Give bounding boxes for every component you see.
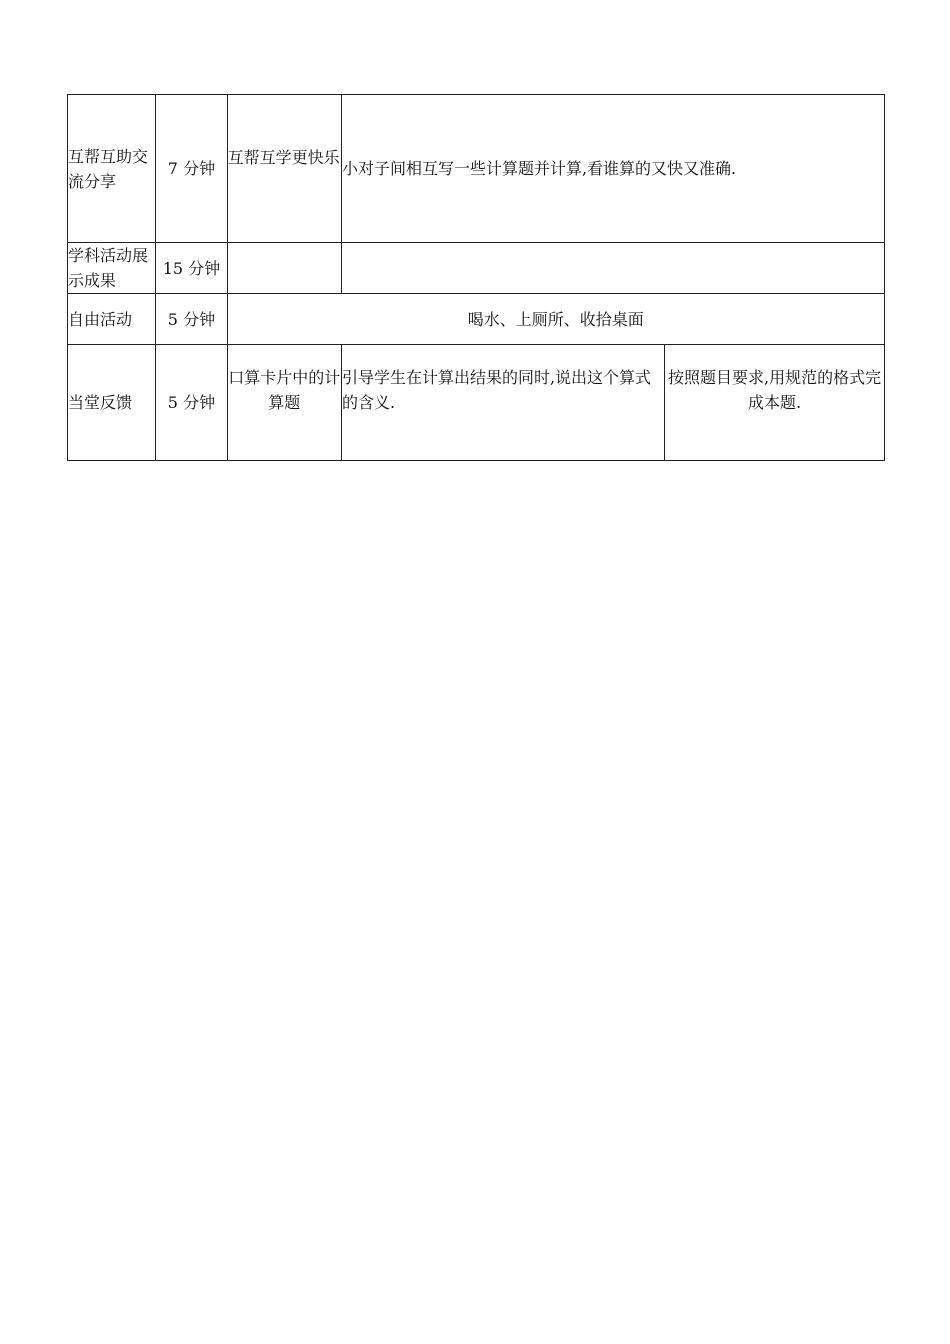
activity-content-cell: 喝水、上厕所、收拾桌面: [227, 294, 884, 345]
activity-title-cell: [227, 95, 341, 243]
time-cell: 5 分钟: [156, 345, 227, 461]
step-cell: 学科活动展示成果: [68, 243, 156, 294]
activity-content-cell: [341, 345, 664, 461]
activity-title-cell: [227, 345, 341, 461]
requirement-cell: [665, 345, 885, 461]
time-cell: 5 分钟: [156, 294, 227, 345]
table-row: [68, 345, 885, 461]
time-cell: 15 分钟: [156, 243, 227, 294]
activity-title-text: 互帮互学更快乐: [227, 148, 340, 167]
table-row: [68, 294, 885, 345]
activity-content-cell: [341, 243, 884, 294]
activity-title-cell: [227, 243, 341, 294]
lesson-plan-table: [67, 94, 885, 461]
time-cell: 7 分钟: [156, 95, 227, 243]
table-row: [68, 95, 885, 243]
activity-title-text: 口算卡片中的计算题: [228, 367, 341, 412]
activity-content-text: 引导学生在计算出结果的同时,说出这个算式的含义.: [341, 367, 652, 412]
step-cell: 当堂反馈: [68, 345, 156, 461]
requirement-text: 按照题目要求,用规范的格式完成本题.: [668, 367, 882, 412]
step-cell: 自由活动: [68, 294, 156, 345]
table-row: [68, 243, 885, 294]
step-cell: 互帮互助交流分享: [68, 95, 156, 243]
activity-content-cell: 小对子间相互写一些计算题并计算,看谁算的又快又准确.: [341, 95, 884, 243]
